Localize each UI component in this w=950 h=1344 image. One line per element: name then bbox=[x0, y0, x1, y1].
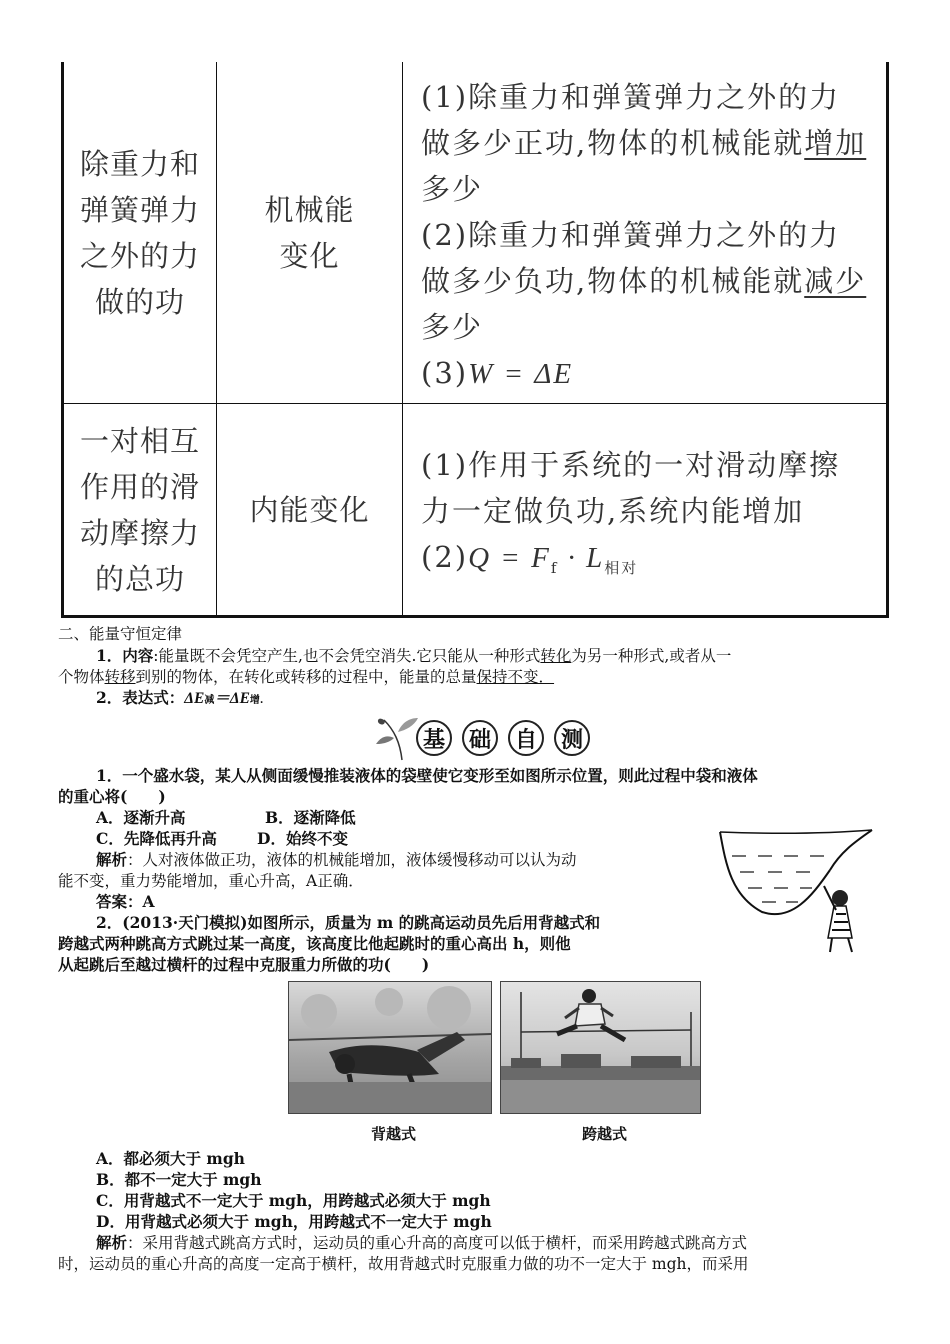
q1-option-c: C．先降低再升高 bbox=[96, 829, 217, 848]
energy-table bbox=[61, 62, 889, 618]
q1-option-a: A．逐渐升高 bbox=[96, 808, 186, 827]
table-cell-energy-change: 机械能 变化 bbox=[217, 62, 403, 403]
banner-char: 测 bbox=[554, 720, 590, 756]
banner-char: 础 bbox=[462, 720, 498, 756]
table-cell-relation: (1)作用于系统的一对滑动摩擦 力一定做负功,系统内能增加 $(2)Q = F_f \cdot L_{相对}$ bbox=[421, 448, 841, 577]
table-row bbox=[64, 62, 886, 404]
self-test-banner bbox=[372, 712, 602, 762]
law-expression: 2．表达式：ΔE减＝ΔE增. bbox=[96, 688, 264, 707]
section-heading: 二、能量守恒定律 bbox=[58, 625, 183, 643]
law-content: 1．内容:能量既不会凭空产生,也不会凭空消失.它只能从一种形式转化为另一种形式,或者从一 个物体转移到别的物体，在转化或转移的过程中，能量的总量保持不变． bbox=[58, 646, 732, 686]
photo-fosbury-flop bbox=[288, 981, 492, 1114]
q2-option-c: C．用背越式不一定大于 mgh，用跨越式必须大于 mgh bbox=[96, 1191, 491, 1210]
table-cell-energy-change: 内能变化 bbox=[217, 404, 403, 615]
water-bag-illustration bbox=[712, 826, 892, 956]
photo-scissors-jump bbox=[500, 981, 701, 1114]
q2-option-a: A．都必须大于 mgh bbox=[96, 1149, 245, 1168]
q2-option-b: B．都不一定大于 mgh bbox=[96, 1170, 262, 1189]
table-row bbox=[64, 404, 886, 615]
caption-scissors: 跨越式 bbox=[582, 1125, 628, 1143]
banner-char: 基 bbox=[416, 720, 452, 756]
table-cell-work-type: 一对相互 作用的滑 动摩擦力 的总功 bbox=[64, 404, 217, 615]
q1-analysis: 解析：人对液体做正功，液体的机械能增加，液体缓慢移动可以认为动 能不变，重力势能增加，重心升高，A正确． bbox=[58, 850, 577, 890]
table-cell-work-type: 除重力和 弹簧弹力 之外的力 做的功 bbox=[64, 62, 217, 403]
q1-stem: 1．一个盛水袋，某人从侧面缓慢推装液体的袋壁使它变形至如图所示位置，则此过程中袋和液体 的重心将( ) bbox=[58, 766, 758, 806]
q2-stem: 2．(2013·天门模拟)如图所示，质量为 m 的跳高运动员先后用背越式和 跨越式两种跳高方式跳过某一高度，该高度比他起跳时的重心高出 h，则他 从起跳后至越过横杆的过程中克服重力所做的功( ) bbox=[58, 913, 601, 974]
table-cell-relation: (1)除重力和弹簧弹力之外的力 做多少正功,物体的机械能就增加 多少 (2)除重力和弹簧弹力之外的力 做多少负功,物体的机械能就减少 多少 (3)W = ΔE bbox=[421, 80, 867, 390]
q1-answer: 答案：A bbox=[96, 892, 155, 911]
caption-fosbury: 背越式 bbox=[371, 1125, 417, 1143]
q1-option-d: D．始终不变 bbox=[257, 829, 348, 848]
q2-option-d: D．用背越式必须大于 mgh，用跨越式不一定大于 mgh bbox=[96, 1212, 492, 1231]
q1-option-b: B．逐渐降低 bbox=[265, 808, 356, 827]
banner-char: 自 bbox=[508, 720, 544, 756]
q2-analysis: 解析：采用背越式跳高方式时，运动员的重心升高的高度可以低于横杆，而采用跨越式跳高方式 时，运动员的重心升高的高度一定高于横杆，故用背越式时克服重力做的功不一定大于 mgh，而采用 bbox=[58, 1233, 749, 1273]
